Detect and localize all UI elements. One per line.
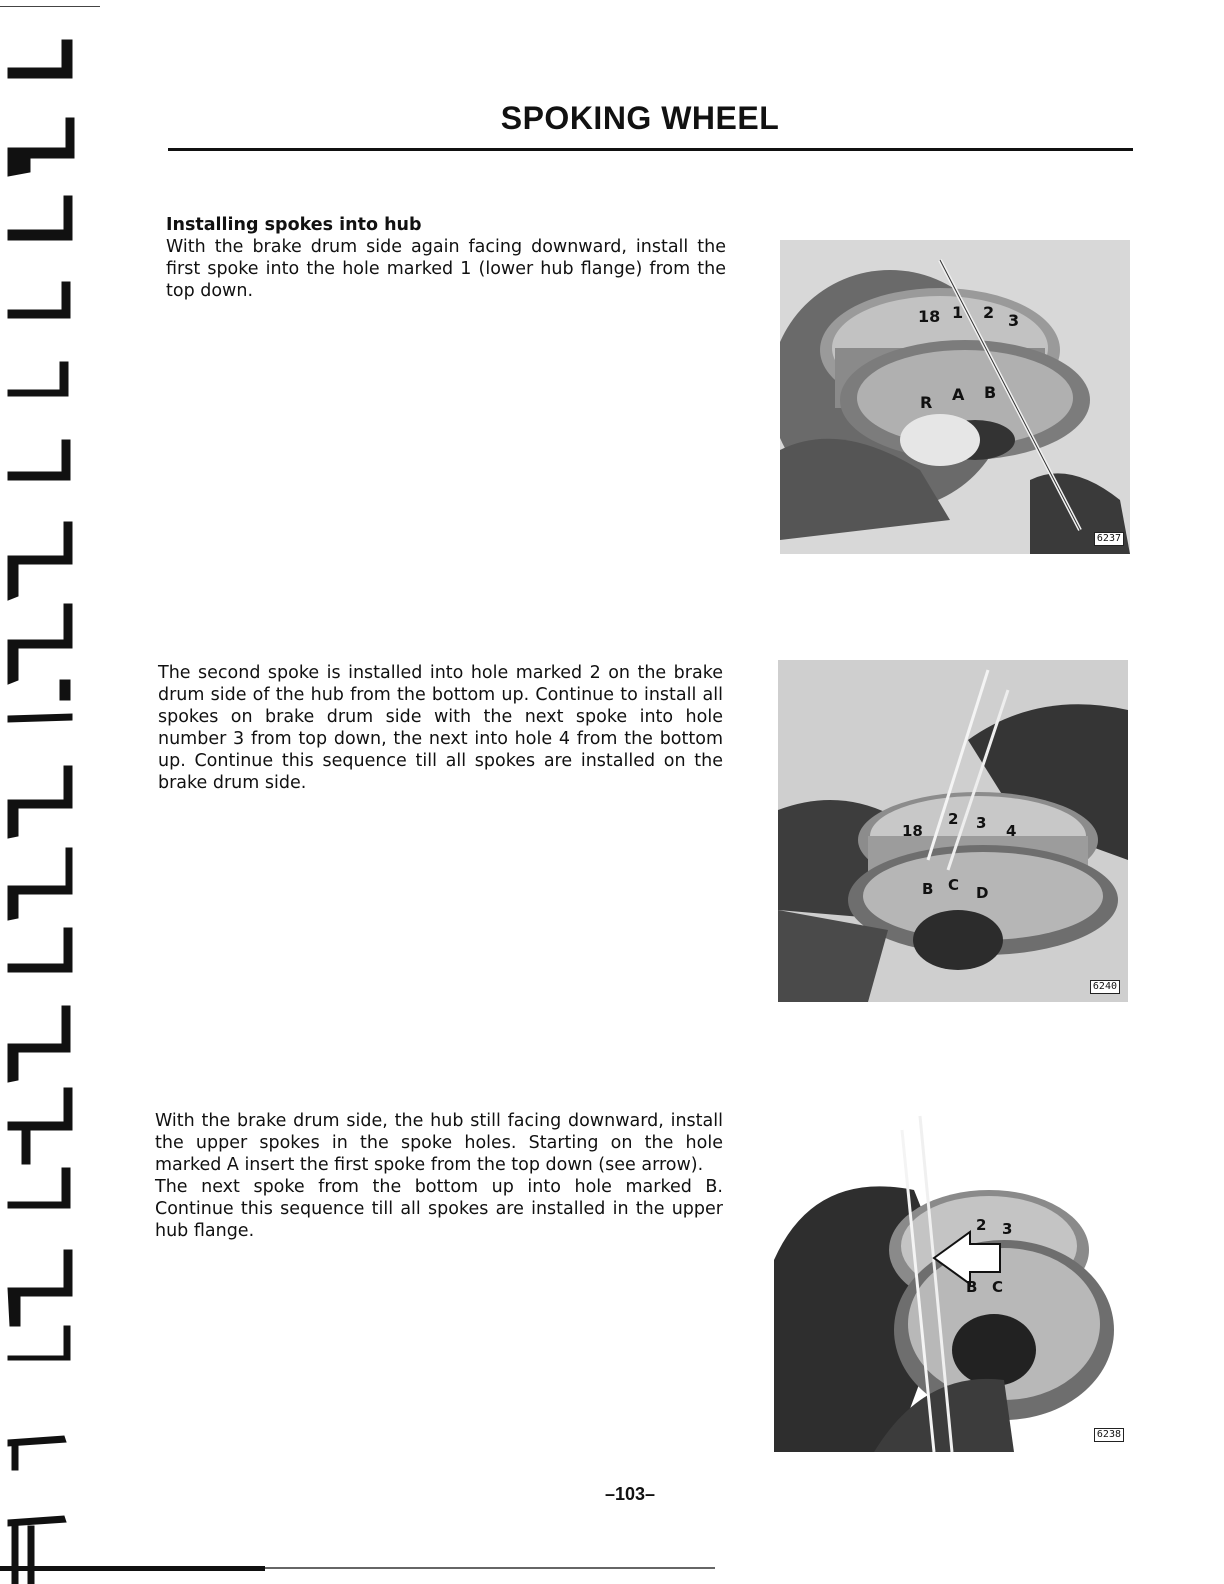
section-heading: Installing spokes into hub: [166, 215, 422, 235]
page-title: SPOKING WHEEL: [500, 100, 780, 136]
hub-photo-illustration: [778, 660, 1128, 1002]
hub-label: C: [992, 1278, 1004, 1296]
hub-label: D: [976, 884, 989, 902]
figure-number: 6240: [1090, 980, 1120, 994]
figure-number: 6237: [1094, 532, 1124, 546]
hub-photo-illustration: [780, 240, 1130, 554]
hub-label: 3: [1008, 311, 1020, 330]
hub-label: 3: [1002, 1220, 1013, 1238]
figure-number: 6238: [1094, 1428, 1124, 1442]
hub-label: 3: [976, 814, 987, 832]
hub-label: A: [952, 385, 965, 404]
hub-label: R: [920, 393, 933, 412]
section-brake-drum-spokes: [158, 662, 723, 794]
hub-label: B: [922, 880, 934, 898]
bottom-edge-rule: [0, 1566, 265, 1571]
hub-label: 4: [1006, 822, 1017, 840]
hub-label: 18: [918, 307, 941, 326]
bottom-edge-rule-faint: [265, 1567, 715, 1569]
figure-hub-upper-spokes: [774, 1110, 1134, 1452]
hub-label: C: [948, 876, 960, 894]
hub-label: 2: [948, 810, 959, 828]
hub-label: 2: [983, 303, 995, 322]
section-installing-spokes: [166, 214, 726, 302]
section-paragraph: With the brake drum side again facing downward, install the first spoke into the hole marked 1 (lower hub flange) from the top down.: [166, 237, 726, 301]
section-paragraph: With the brake drum side, the hub still facing downward, install the upper spokes in the spoke holes. Starting on the hole marked A insert the first spoke from the top down (see arrow).: [155, 1111, 723, 1175]
hub-label: B: [984, 383, 997, 402]
page-number: –103–: [604, 1484, 656, 1504]
section-paragraph: The second spoke is installed into hole marked 2 on the brake drum side of the hub from the bottom up. Continue to install all spokes on brake drum side with the next spoke into hole number 3 from top down, the next into hole 4 from the bottom up. Continue this sequence till all spokes are installed on the brake drum side.: [158, 663, 723, 793]
top-edge-rule: [0, 6, 100, 7]
hub-label: 1: [952, 303, 964, 322]
hub-label: 18: [902, 822, 923, 840]
figure-hub-second-spoke: [778, 660, 1128, 1002]
section-upper-hub-spokes: [155, 1110, 723, 1242]
binding-edge-marks: [0, 0, 90, 1584]
hub-photo-illustration: [774, 1110, 1134, 1452]
figure-hub-first-spoke: [780, 240, 1130, 554]
section-paragraph: The next spoke from the bottom up into hole marked B. Continue this sequence till all spokes are installed in the upper hub flange.: [155, 1177, 723, 1241]
hub-label: 2: [976, 1216, 987, 1234]
hub-label: B: [966, 1278, 978, 1296]
title-divider: [168, 148, 1133, 151]
